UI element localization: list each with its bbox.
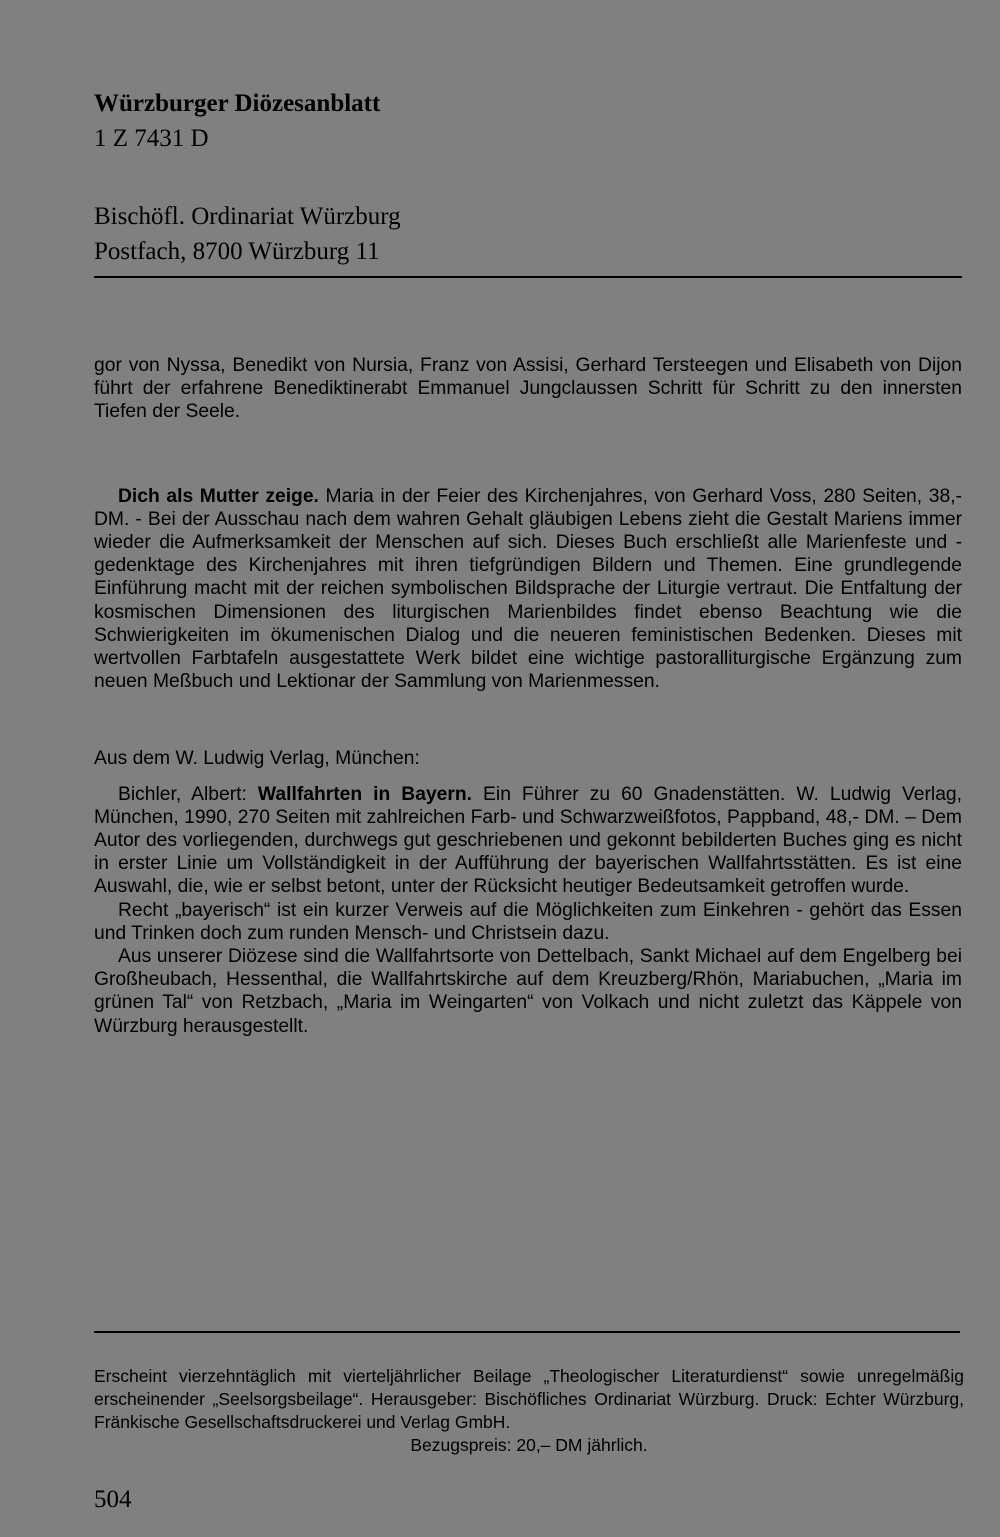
book-2-paragraph-3: Aus unserer Diözese sind die Wallfahrtsorte von Dettelbach, Sankt Michael auf dem Engelberg bei Großheubach, Hessenthal, die Wallfahrtskirche auf dem Kreuzberg/Rhön, Mariabuchen, „Maria im grünen Tal“ von Retzbach, „Maria im Weingarten“ von Volkach und nicht zuletzt das Käppele von Würzburg herausgestellt.: [94, 946, 962, 1037]
sender-line-1: Bischöfl. Ordinariat Würzburg: [94, 203, 401, 230]
subscription-price: Bezugspreis: 20,– DM jährlich.: [410, 1435, 648, 1455]
book-review-1: [94, 485, 962, 694]
page-number: 504: [94, 1486, 132, 1513]
book-2-paragraph-2: Recht „bayerisch“ ist ein kurzer Verweis auf die Möglichkeiten zum Einkehren - gehört das Essen und Trinken doch zum runden Mensch- und Christsein dazu.: [94, 899, 962, 944]
footer-divider: [94, 1331, 960, 1333]
book-1-text: Maria in der Feier des Kirchenjahres, von Gerhard Voss, 280 Seiten, 38,- DM. - Bei der Ausschau nach dem wahren Gehalt gläubigen Lebens zieht die Gestalt Mariens immer wieder die Aufmerksamkeit der Menschen auf sich. Dieses Buch erschließt alle Marienfeste und -gedenktage des Kirchenjahres mit ihren tiefgründigen Bildern und Themen. Eine grundlegende Einführung macht mit der reichen symbolischen Bildsprache der Liturgie vertraut. Die Entfaltung der kosmischen Dimensionen des liturgischen Marienbildes findet ebenso Beachtung wie die Schwierigkeiten im ökumenischen Dialog und die neueren feministischen Bedenken. Dieses mit wertvollen Farbtafeln ausgestattete Werk bildet eine wichtige pastoralliturgische Ergänzung zum neuen Meßbuch und Lektionar der Sammlung von Marienmessen.: [94, 485, 962, 693]
main-text: [94, 354, 962, 1038]
publisher-heading: Aus dem W. Ludwig Verlag, München:: [94, 748, 420, 770]
mailing-header: [94, 86, 954, 269]
sender-line-2: Postfach, 8700 Würzburg 11: [94, 238, 380, 265]
book-2-author: Bichler, Albert:: [118, 783, 258, 805]
postal-code: 1 Z 7431 D: [94, 125, 209, 152]
publication-title: Würzburger Diözesanblatt: [94, 90, 381, 117]
imprint-text: Erscheint vierzehntäglich mit vierteljährlicher Beilage „Theologischer Literaturdienst“ sowie unregelmäßig erscheinender „Seelsorgsbeilage“. Herausgeber: Bischöfliches Ordinariat Würzburg. Druck: Echter Würzburg, Fränkische Gesellschaftsdruckerei und Verlag GmbH.: [94, 1366, 964, 1432]
book-2-title: Wallfahrten in Bayern.: [257, 783, 473, 805]
imprint-footer: [94, 1365, 964, 1457]
paragraph-continued: gor von Nyssa, Benedikt von Nursia, Franz von Assisi, Gerhard Tersteegen und Elisabeth von Dijon führt der erfahrene Benediktinerabt Emmanuel Jungclaussen Schritt für Schritt zu den innersten Tiefen der Seele.: [94, 355, 962, 423]
header-divider: [94, 276, 962, 278]
book-1-title: Dich als Mutter zeige.: [118, 485, 319, 507]
book-review-2: [94, 783, 962, 899]
book-2-text: Ein Führer zu 60 Gnadenstätten. W. Ludwig Verlag, München, 1990, 270 Seiten mit zahlreichen Farb- und Schwarzweißfotos, Pappband, 48,- DM. – Dem Autor des vorliegenden, durchwegs gut geschriebenen und gekonnt bebilderten Buches ging es nicht in erster Linie um Vollständigkeit in der Aufführung der bayerischen Wallfahrtsstätten. Es ist eine Auswahl, die, wie er selbst betont, unter der Rücksicht heutiger Bedeutsamkeit getroffen wurde.: [94, 783, 962, 898]
